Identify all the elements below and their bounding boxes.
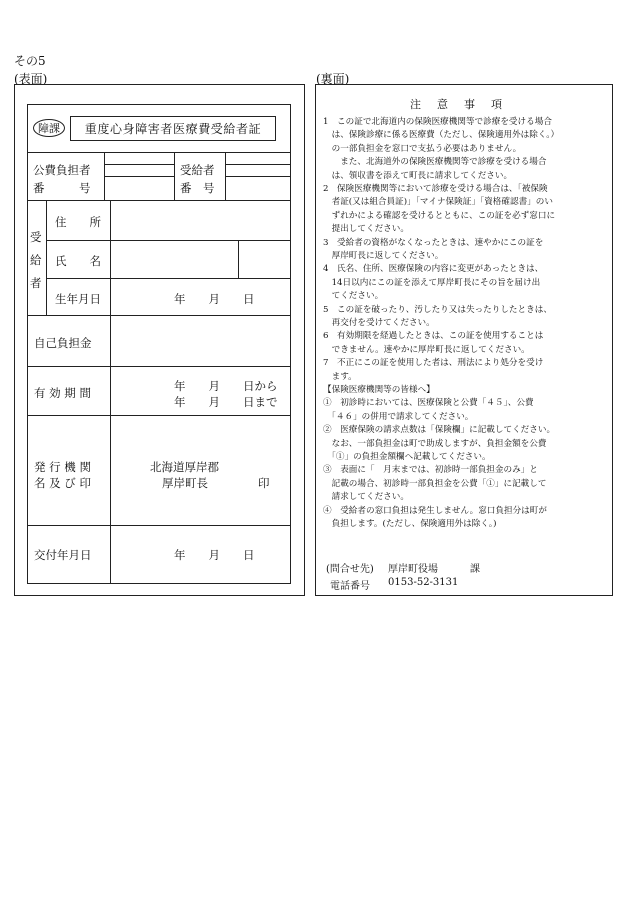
note-line: 6 有効期限を経過したときは、この証を使用することは [323,331,544,342]
issuer-title: 厚岸町長 [162,476,208,490]
recipient-group-label: 給 [30,253,42,267]
contact-office: 厚岸町役場 [388,564,438,575]
note-line: 4 氏名、住所、医療保険の内容に変更があったときは、 [323,264,544,275]
document-label: その5 [14,54,46,68]
recipient-number-label: 受給者 [180,163,215,177]
divider [225,176,291,177]
note-line: 「①」の負担金額欄へ記載してください。 [323,452,491,462]
note-line: 【保険医療機関等の皆様へ】 [323,385,435,395]
birthdate-label: 生年月日 [55,292,101,306]
note-line: 2 保険医療機関等において診療を受ける場合は、「被保険 [323,184,548,194]
note-line: ② 医療保険の請求点数は「保険欄」に記載してください。 [323,425,556,436]
phone-label: 電話番号 [330,581,370,592]
issue-date-label: 交付年月日 [34,548,92,562]
divider [110,200,111,584]
divider [27,200,291,201]
divider [46,278,291,279]
divider [104,152,105,200]
address-label: 住 所 [55,215,101,229]
divider [225,152,226,200]
divider [46,200,47,315]
note-line: 1 この証で北海道内の保険医療機関等で診療を受ける場合 [323,117,552,127]
recipient-number-label-2: 番 号 [180,181,215,195]
issue-date-value: 年 月 日 [174,548,255,562]
front-side-label: (表面) [14,72,48,86]
validity-from: 年 月 日から [174,379,278,393]
divider [46,240,291,241]
copay-label: 自己負担金 [34,336,92,350]
note-line: ます。 [323,371,357,382]
contact-dept: 課 [470,564,480,575]
note-line: また、北海道外の保険医療機関等で診療を受ける場合 [323,157,547,168]
recipient-group-label: 受 [30,230,42,244]
divider [27,525,291,526]
divider [27,415,291,416]
note-line: は、保険診療に係る医療費（ただし、保険適用外は除く。） [323,130,560,141]
note-line: 厚岸町長に返してください。 [323,251,444,261]
note-line: 者証(又は組合員証)」「マイナ保険証」「資格確認書」のい [323,197,553,208]
seal-mark: 印 [258,476,270,490]
issuer-label-2: 名 及 び 印 [34,476,91,490]
note-line: 3 受給者の資格がなくなったときは、速やかにこの証を [323,237,544,248]
note-line: ずれかによる確認を受けるとともに、この証を必ず窓口に [323,210,556,221]
note-line: の一部負担金を窓口で支払う必要はありません。 [323,143,522,154]
note-line: ① 初診時においては、医療保険と公費「４５」、公費 [323,398,534,409]
note-line: 再交付を受けてください。 [323,318,435,328]
note-line: 「４６」の併用で請求してください。 [323,411,474,422]
divider [27,366,291,367]
phone-number: 0153-52-3131 [388,577,459,588]
name-label: 氏 名 [55,254,101,268]
note-line: できません。速やかに厚岸町長に返してください。 [323,344,530,355]
recipient-group-label: 者 [30,276,42,290]
note-line: ④ 受給者の窓口負担は発生しません。窓口負担分は町が [323,505,547,516]
divider [238,240,239,278]
note-line: てください。 [323,291,384,302]
note-line: 5 この証を破ったり、汚したり又は失ったりしたときは、 [323,304,552,315]
issuer-label: 発 行 機 関 [34,460,91,474]
divider [27,152,291,153]
note-line: 14日以内にこの証を添えて厚岸町長にその旨を届け出 [323,277,541,288]
issuer-name: 北海道厚岸郡 [150,460,219,474]
note-line: は、領収書を添えて町長に請求してください。 [323,170,513,181]
validity-label: 有 効 期 間 [34,386,91,400]
note-line: 請求してください。 [323,492,409,503]
divider [225,164,291,165]
certificate-title: 重度心身障害者医療費受給者証 [70,116,276,141]
divider [104,164,174,165]
divider [104,176,174,177]
note-line: ③ 表面に「 月末までは、初診時一部負担金のみ」と [323,465,538,476]
note-line: なお、一部負担金は町で助成しますが、負担金額を公費 [323,438,547,449]
category-mark: 障課 [33,119,65,137]
divider [27,315,291,316]
note-line: 負担します。(ただし、保険適用外は除く。) [323,519,497,529]
payer-number-label-2: 番 号 [33,181,91,195]
note-line: 7 不正にこの証を使用した者は、刑法により処分を受け [323,358,544,369]
note-line: 記載の場合、初診時一部負担金を公費「①」に記載して [323,478,547,489]
validity-to: 年 月 日まで [174,395,278,409]
back-side-label: (裏面) [316,72,350,86]
notes-title: 注意事項 [410,98,518,111]
note-line: 提出してください。 [323,224,409,235]
divider [174,152,175,200]
payer-number-label: 公費負担者 [33,163,91,177]
contact-label: (問合せ先) [326,564,374,575]
birthdate-value: 年 月 日 [174,292,255,306]
